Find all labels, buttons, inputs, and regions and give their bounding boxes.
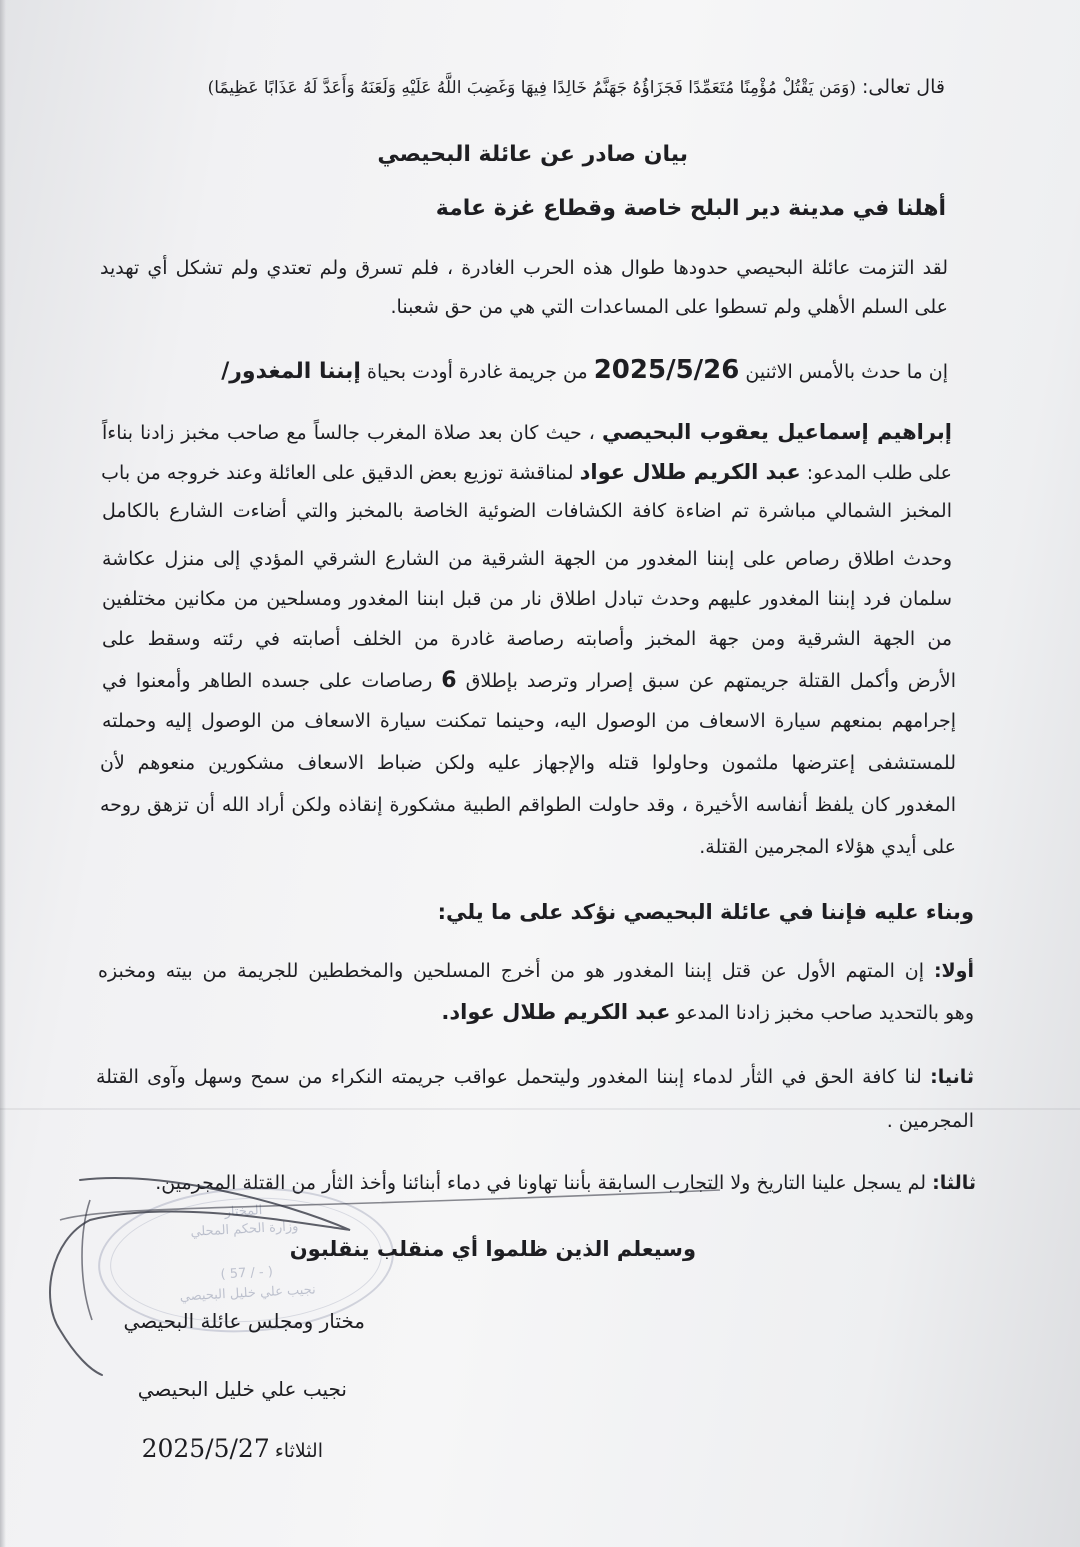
point-first-label: أولا:: [933, 960, 975, 982]
statement-title: بيان صادر عن عائلة البحيصي: [377, 142, 688, 167]
narrative-line-7: [102, 668, 956, 694]
salutation: أهلنا في مدينة دير البلح خاصة وقطاع غزة عامة: [435, 196, 946, 221]
signatory-name: نجيب علي خليل البحيصي: [137, 1377, 347, 1401]
narrative-line-2-rest: لمناقشة توزيع بعض الدقيق على العائلة وعند خروجه من باب: [101, 462, 574, 484]
affirm-heading: وبناء عليه فإننا في عائلة البحيصي نؤكد على ما يلي:: [437, 900, 974, 924]
point-first-line-2: [441, 1000, 974, 1025]
event-date-value: 2025/5/26: [593, 355, 740, 385]
point-first-text: إن المتهم الأول عن قتل إبننا المغدور هو من أخرج المسلحين والمخططين للجريمة من بيته ومخبزه: [98, 960, 925, 982]
narrative-line-2: [102, 460, 952, 485]
victim-name: إبراهيم إسماعيل يعقوب البحيصي: [602, 420, 953, 444]
event-middle: من جريمة غادرة أودت بحياة: [367, 361, 588, 383]
point-second-text: لنا كافة الحق في الثأر لدماء إبننا المغدور وليتحمل عواقب جريمته النكراء من سمح وسهل وآوى القتلة: [96, 1066, 922, 1088]
narrative-line-7-after: رصاصات على جسده الطاهر وأمعنوا في: [102, 670, 433, 692]
narrative-line-4: وحدث اطلاق رصاص على إبننا المغدور من الجهة الشرقية من الشارع الشرقي المؤدي إلى منزل عكاشة: [102, 548, 952, 570]
narrative-line-5: سلمان فرد إبننا المغدور عليهم وحدث تبادل اطلاق نار من قبل ابننا المغدور ومسلحين من مكانين مختلفين: [102, 588, 952, 610]
point-first-accused-name: عبد الكريم طلال عواد.: [441, 1000, 671, 1024]
event-victim-ref: إبننا المغدور/: [221, 359, 361, 384]
closing-verse: وسيعلم الذين ظلموا أي منقلب ينقلبون: [289, 1237, 696, 1261]
stamp-line-1: المختار: [224, 1203, 263, 1221]
point-first-line-1: [98, 960, 974, 983]
event-line: [221, 355, 948, 386]
para1-line-1: لقد التزمت عائلة البحيصي حدودها طوال هذه الحرب الغادرة ، فلم تسرق ولم تعتدي ولم تشكل أي تهديد: [100, 257, 948, 279]
event-date: [594, 355, 740, 385]
event-before: إن ما حدث بالأمس الاثنين: [745, 361, 948, 383]
page-edge-shadow: [0, 0, 6, 1547]
bullet-count: 6: [441, 668, 457, 693]
narrative-line-6: من الجهة الشرقية ومن جهة المخبز وأصابته رصاصة غادرة من الخلف أصابته في رئته وسقط على: [102, 628, 952, 650]
footer-date: 2025/5/27: [141, 1434, 270, 1463]
point-first-line-2-before: وهو بالتحديد صاحب مخبز زادنا المدعو: [676, 1002, 974, 1024]
narrative-line-9: للمستشفى إعترضها ملثمون وحاولوا قتله والإجهاز عليه ولكن ضباط الاسعاف مشكورين منعوهم لأن: [100, 752, 956, 774]
footer-day: الثلاثاء: [274, 1440, 323, 1462]
narrative-line-7-before: الأرض وأكمل القتلة جريمتهم عن سبق إصرار وترصد بإطلاق: [465, 670, 956, 692]
point-third-text: لم يسجل علينا التاريخ ولا التجارب السابقة بأننا تهاونا في دماء أبنائنا وأخذ الثأر من القتلة المجرمين.: [155, 1172, 927, 1194]
narrative-line-2-start: على طلب المدعو:: [806, 462, 952, 484]
narrative-line-1: [102, 420, 952, 445]
verse-intro: قال تعالى:: [862, 76, 945, 98]
stamp-number: ( - / 57 ): [220, 1264, 274, 1283]
accused-name: عبد الكريم طلال عواد: [579, 460, 801, 484]
footer-date-line: [142, 1434, 323, 1464]
point-second-line-1: [96, 1066, 974, 1089]
signatory-title: مختار ومجلس عائلة البحيصي: [123, 1309, 365, 1333]
narrative-line-8: إجرامهم بمنعهم سيارة الاسعاف من الوصول اليه، وحينما تمكنت سيارة الاسعاف من الوصول إليه وحملته: [102, 710, 956, 732]
verse-text: (وَمَن يَقْتُلْ مُؤْمِنًا مُتَعَمِّدًا فَجَزَاؤُهُ جَهَنَّمُ خَالِدًا فِيهَا وَغَضِبَ اللَّهُ عَلَيْهِ وَلَعَنَهُ وَأَعَدَّ لَهُ عَذَابًا عَظِيمًا): [207, 78, 856, 98]
stamp-line-2: وزارة الحكم المحلي: [190, 1219, 299, 1240]
point-second-line-2: المجرمين .: [886, 1110, 974, 1132]
narrative-line-1-rest: ، حيث كان بعد صلاة المغرب جالساً مع صاحب مخبز زادنا بناءاً: [102, 422, 595, 444]
verse-line: [115, 76, 945, 99]
narrative-line-10: المغدور كان يلفظ أنفاسه الأخيرة ، وقد حاولت الطواقم الطبية مشكورة إنقاذه ولكن أراد الله أن تزهق روحه: [100, 794, 956, 816]
narrative-line-3: المخبز الشمالي مباشرة تم اضاءة كافة الكشافات الضوئية الخاصة بالمخبز والتي أضاءت الشارع بالكامل: [102, 500, 952, 522]
stamp-line-3: نجيب علي خليل البحيصي: [179, 1282, 317, 1305]
handwritten-signature: [20, 1160, 720, 1380]
point-second-label: ثانيا:: [930, 1066, 974, 1088]
para1-line-2: على السلم الأهلي ولم تسطوا على المساعدات التي هي من حق شعبنا.: [390, 296, 948, 318]
narrative-line-11: على أيدي هؤلاء المجرمين القتلة.: [699, 836, 956, 858]
point-third-label: ثالثا:: [932, 1172, 976, 1194]
